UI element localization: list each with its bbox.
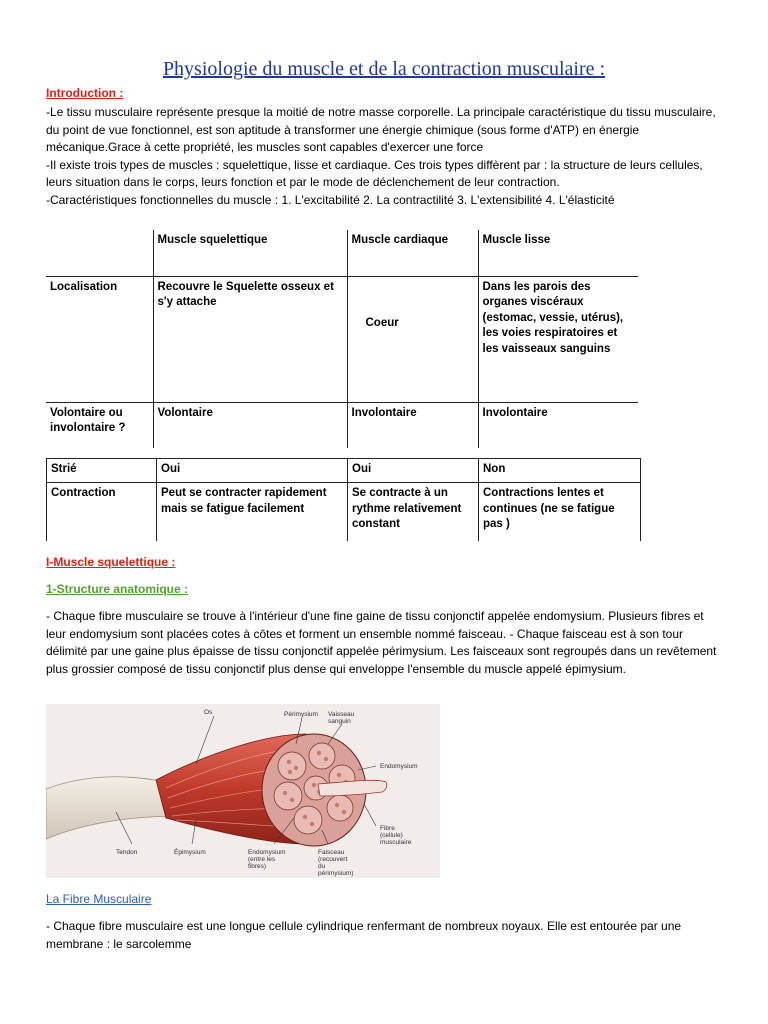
- table-header-cell: [46, 230, 153, 276]
- muscle-comparison-table-2: [46, 458, 641, 541]
- table-row: [47, 483, 641, 541]
- table-cell: Recouvre le Squelette osseux et s'y attache: [153, 276, 347, 402]
- muscle-comparison-table-1: [46, 230, 638, 448]
- table-row: [46, 402, 638, 448]
- table-cell: Oui: [157, 459, 348, 483]
- table-cell: Volontaire ou involontaire ?: [46, 402, 153, 448]
- table-cell: Non: [479, 459, 641, 483]
- section-skeletal-muscle-heading: I-Muscle squelettique :: [46, 555, 176, 569]
- table-header-cell: Muscle lisse: [478, 230, 638, 276]
- table-cell: Strié: [47, 459, 157, 483]
- label-os: Os: [204, 709, 213, 716]
- structure-paragraph: - Chaque fibre musculaire se trouve à l'intérieur d'une fine gaine de tissu conjonctif appelée endomysium. Plusieurs fibres et leur endomysium sont placées cotes à côtes et forment un ensemble nommé faisceau. - Chaque faisceau est à son tour délimité par une gaine plus épaisse de tissu conjonctif appelée périmysium. Les faisceaux sont regroupés dans un revêtement plus grossier composé de tissu conjonctif plus dense qui enveloppe l'ensemble du muscle appelé épimysium.: [46, 609, 717, 676]
- table-cell: Oui: [348, 459, 479, 483]
- introduction-heading: Introduction :: [46, 86, 124, 100]
- page-title: Physiologie du muscle et de la contraction musculaire :: [162, 58, 606, 80]
- table-cell: Involontaire: [478, 402, 638, 448]
- table-cell: Coeur: [347, 276, 478, 402]
- label-faisceau: Faisceau (recouvert du périmysium): [318, 849, 354, 877]
- table-cell: Dans les parois des organes viscéraux (estomac, vessie, utérus), les voies respiratoires et les vaisseaux sanguins: [478, 276, 638, 402]
- table-header-row: [46, 230, 638, 276]
- label-endomysium-right: Endomysium: [380, 763, 418, 770]
- intro-paragraph: -Caractéristiques fonctionnelles du muscle : 1. L'excitabilité 2. La contractilité 3. L'extensibilité 4. L'élasticité: [46, 192, 615, 207]
- table-cell: Se contracte à un rythme relativement constant: [348, 483, 479, 541]
- intro-paragraph: -Le tissu musculaire représente presque la moitié de notre masse corporelle. La principale caractéristique du tissu musculaire, du point de vue fonctionnel, est son aptitude à transformer une énergie chimique (sous forme d'ATP) en énergie mécanique.Grace à cette propriété, les muscles sont capables d'exercer une force: [46, 105, 716, 154]
- muscle-anatomy-figure: [46, 704, 440, 878]
- table-cell: Contractions lentes et continues (ne se fatigue pas ): [479, 483, 641, 541]
- table-cell: Involontaire: [347, 402, 478, 448]
- table-cell: Peut se contracter rapidement mais se fatigue facilement: [157, 483, 348, 541]
- label-perimysium: Périmysium: [284, 711, 318, 718]
- label-endomysium-bottom: Endomysium (entre les fibres): [248, 849, 286, 870]
- table-cell: Contraction: [47, 483, 157, 541]
- table-header-cell: Muscle squelettique: [153, 230, 347, 276]
- label-epimysium: Épimysium: [174, 849, 206, 856]
- table-header-cell: Muscle cardiaque: [347, 230, 478, 276]
- table-row: [47, 459, 641, 483]
- fibre-paragraph: - Chaque fibre musculaire est une longue cellule cylindrique renfermant de nombreux noyaux. Elle est entourée par une membrane : le sarcolemme: [46, 919, 682, 951]
- label-vaisseau: Vaisseau sanguin: [328, 711, 355, 725]
- introduction-text: [46, 104, 722, 209]
- label-tendon: Tendon: [116, 849, 138, 856]
- fibre-heading: La Fibre Musculaire: [46, 892, 152, 906]
- structure-heading: 1-Structure anatomique :: [46, 582, 189, 596]
- table-cell: Localisation: [46, 276, 153, 402]
- table-row: [46, 276, 638, 402]
- intro-paragraph: -Il existe trois types de muscles : squelettique, lisse et cardiaque. Ces trois types diffèrent par : la structure de leurs cellules, leurs situation dans le corps, leurs fonction et par le mode de déclenchement de leur contraction.: [46, 157, 703, 189]
- label-fibre: Fibre (cellule) musculaire: [380, 825, 412, 846]
- table-cell: Volontaire: [153, 402, 347, 448]
